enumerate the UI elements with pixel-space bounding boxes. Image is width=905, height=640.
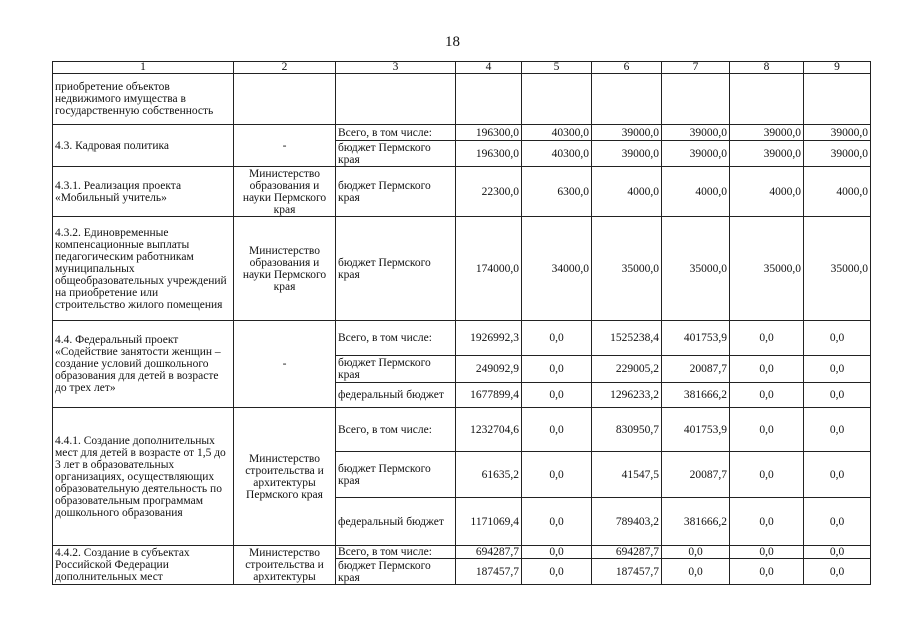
source-cell: Всего, в том числе: [336,546,456,559]
value-cell: 0,0 [730,383,804,408]
empty-cell [592,74,662,125]
value-cell: 0,0 [730,408,804,452]
value-cell: 1926992,3 [456,321,522,356]
value-cell: 35000,0 [804,217,871,321]
source-cell: Всего, в том числе: [336,408,456,452]
source-cell: бюджет Пермского края [336,167,456,217]
value-cell: 35000,0 [730,217,804,321]
value-cell: 61635,2 [456,452,522,498]
value-cell: 0,0 [522,546,592,559]
header-cell: 3 [336,62,456,74]
header-cell: 1 [53,62,234,74]
value-cell: 1171069,4 [456,498,522,546]
header-cell: 2 [234,62,336,74]
source-cell: бюджет Пермского края [336,559,456,585]
value-cell: 187457,7 [592,559,662,585]
value-cell: 0,0 [522,408,592,452]
value-cell: 0,0 [804,383,871,408]
value-cell: 401753,9 [662,321,730,356]
table-row [53,167,871,217]
value-cell: 0,0 [662,559,730,585]
value-cell: 0,0 [804,321,871,356]
value-cell: 1677899,4 [456,383,522,408]
value-cell: 0,0 [522,356,592,383]
source-cell: федеральный бюджет [336,498,456,546]
value-cell: 187457,7 [456,559,522,585]
value-cell: 0,0 [804,356,871,383]
value-cell: 4000,0 [730,167,804,217]
value-cell: 35000,0 [662,217,730,321]
table-row [53,408,871,452]
source-cell: федеральный бюджет [336,383,456,408]
value-cell: 39000,0 [662,141,730,167]
value-cell: 20087,7 [662,356,730,383]
value-cell: 40300,0 [522,141,592,167]
source-cell: Всего, в том числе: [336,125,456,141]
table-row [53,321,871,356]
value-cell: 4000,0 [662,167,730,217]
value-cell: 1232704,6 [456,408,522,452]
header-cell: 9 [804,62,871,74]
header-cell: 4 [456,62,522,74]
value-cell: 0,0 [804,546,871,559]
value-cell: 0,0 [730,321,804,356]
measure-name-cell: 4.4.1. Создание дополнительных мест для детей в возрасте от 1,5 до 3 лет в образовательных организациях, осуществляющих образовательную деятельность по образовательным программам дошкольного образования [53,408,234,546]
value-cell: 0,0 [804,498,871,546]
value-cell: 0,0 [730,546,804,559]
measure-name-cell: 4.3. Кадровая политика [53,125,234,167]
value-cell: 0,0 [730,452,804,498]
empty-cell [662,74,730,125]
value-cell: 0,0 [730,498,804,546]
value-cell: 39000,0 [730,141,804,167]
value-cell: 39000,0 [662,125,730,141]
value-cell: 22300,0 [456,167,522,217]
measure-name-cell: 4.4.2. Создание в субъектах Российской Федерации дополнительных мест [53,546,234,585]
value-cell: 35000,0 [592,217,662,321]
executor-cell: - [234,125,336,167]
executor-cell: Министерство строительства и архитектуры [234,546,336,585]
value-cell: 401753,9 [662,408,730,452]
empty-cell [456,74,522,125]
header-cell: 8 [730,62,804,74]
header-cell: 5 [522,62,592,74]
value-cell: 789403,2 [592,498,662,546]
value-cell: 39000,0 [804,141,871,167]
value-cell: 196300,0 [456,141,522,167]
measure-name-cell: 4.4. Федеральный проект «Содействие занятости женщин – создание условий дошкольного образования для детей в возрасте до трех лет» [53,321,234,408]
value-cell: 174000,0 [456,217,522,321]
empty-cell [336,74,456,125]
value-cell: 39000,0 [730,125,804,141]
header-cell: 6 [592,62,662,74]
table-row [53,217,871,321]
value-cell: 1296233,2 [592,383,662,408]
value-cell: 1525238,4 [592,321,662,356]
value-cell: 0,0 [804,559,871,585]
value-cell: 0,0 [730,356,804,383]
header-cell: 7 [662,62,730,74]
source-cell: бюджет Пермского края [336,452,456,498]
value-cell: 694287,7 [592,546,662,559]
value-cell: 20087,7 [662,452,730,498]
value-cell: 0,0 [522,559,592,585]
value-cell: 4000,0 [592,167,662,217]
value-cell: 39000,0 [804,125,871,141]
value-cell: 196300,0 [456,125,522,141]
value-cell: 41547,5 [592,452,662,498]
empty-cell [522,74,592,125]
source-cell: бюджет Пермского края [336,141,456,167]
measure-name-cell: приобретение объектов недвижимого имущества в государственную собственность [53,74,234,125]
value-cell: 830950,7 [592,408,662,452]
value-cell: 0,0 [522,321,592,356]
source-cell: бюджет Пермского края [336,356,456,383]
executor-cell: - [234,321,336,408]
value-cell: 0,0 [522,452,592,498]
executor-cell: Министерство строительства и архитектуры Пермского края [234,408,336,546]
table-row [53,125,871,141]
measure-name-cell: 4.3.2. Единовременные компенсационные выплаты педагогическим работникам муниципальных общеобразовательных учреждений на приобретение или строительство жилого помещения [53,217,234,321]
budget-table [52,61,871,585]
value-cell: 0,0 [522,498,592,546]
value-cell: 381666,2 [662,383,730,408]
value-cell: 381666,2 [662,498,730,546]
executor-cell: Министерство образования и науки Пермского края [234,167,336,217]
executor-cell: Министерство образования и науки Пермского края [234,217,336,321]
value-cell: 6300,0 [522,167,592,217]
value-cell: 40300,0 [522,125,592,141]
table-row [53,74,871,125]
value-cell: 0,0 [730,559,804,585]
value-cell: 4000,0 [804,167,871,217]
page-number: 18 [445,34,460,50]
value-cell: 39000,0 [592,125,662,141]
value-cell: 0,0 [804,452,871,498]
value-cell: 34000,0 [522,217,592,321]
empty-cell [804,74,871,125]
table-row [53,546,871,559]
value-cell: 0,0 [522,383,592,408]
value-cell: 694287,7 [456,546,522,559]
value-cell: 0,0 [804,408,871,452]
empty-cell [234,74,336,125]
value-cell: 249092,9 [456,356,522,383]
value-cell: 0,0 [662,546,730,559]
empty-cell [730,74,804,125]
header-row [53,62,871,74]
value-cell: 39000,0 [592,141,662,167]
value-cell: 229005,2 [592,356,662,383]
source-cell: Всего, в том числе: [336,321,456,356]
source-cell: бюджет Пермского края [336,217,456,321]
measure-name-cell: 4.3.1. Реализация проекта «Мобильный учитель» [53,167,234,217]
